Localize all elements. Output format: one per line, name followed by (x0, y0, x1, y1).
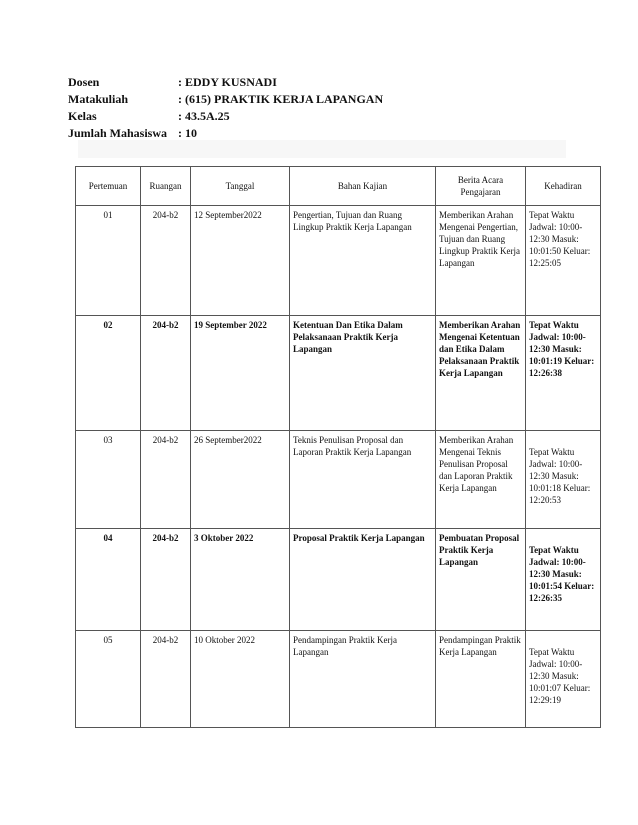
header-row-kelas (68, 108, 383, 125)
cell-bahan-kajian: Pendampingan Praktik Kerja Lapangan (290, 631, 436, 728)
header-label: Dosen (68, 75, 100, 89)
col-header-kehadiran: Kehadiran (526, 167, 601, 206)
cell-pertemuan: 01 (76, 206, 141, 316)
table-row (76, 631, 601, 728)
cell-kehadiran-wrap (526, 431, 601, 529)
cell-ruangan: 204-b2 (141, 631, 191, 728)
cell-berita-acara: Pembuatan Proposal Praktik Kerja Lapangan (436, 529, 526, 631)
col-header-ruangan: Ruangan (141, 167, 191, 206)
col-header-berita-acara: Berita Acara Pengajaran (436, 167, 526, 206)
header-label: Jumlah Mahasiswa (68, 126, 168, 140)
cell-pertemuan: 03 (76, 431, 141, 529)
attendance-table (75, 166, 601, 728)
cell-bahan-kajian: Teknis Penulisan Proposal dan Laporan Praktik Kerja Lapangan (290, 431, 436, 529)
cell-bahan-kajian: Ketentuan Dan Etika Dalam Pelaksanaan Praktik Kerja Lapangan (290, 316, 436, 431)
col-header-tanggal: Tanggal (191, 167, 290, 206)
cell-kehadiran-wrap (526, 631, 601, 728)
header-row-dosen (68, 74, 383, 91)
header-row-matakuliah (68, 91, 383, 108)
cell-kehadiran: Tepat Waktu Jadwal: 10:00-12:30 Masuk: 10:01:19 Keluar: 12:26:38 (526, 316, 601, 431)
cell-ruangan: 204-b2 (141, 316, 191, 431)
table-row (76, 529, 601, 631)
cell-berita-acara: Memberikan Arahan Mengenai Pengertian, Tujuan dan Ruang Lingkup Praktik Kerja Lapangan (436, 206, 526, 316)
shaded-band (78, 140, 566, 158)
cell-pertemuan: 05 (76, 631, 141, 728)
cell-kehadiran: Tepat Waktu Jadwal: 10:00-12:30 Masuk: 10:01:54 Keluar: 12:26:35 (529, 545, 595, 603)
cell-bahan-kajian: Proposal Praktik Kerja Lapangan (290, 529, 436, 631)
cell-berita-acara: Pendampingan Praktik Kerja Lapangan (436, 631, 526, 728)
cell-kehadiran: Tepat Waktu Jadwal: 10:00-12:30 Masuk: 10:01:50 Keluar: 12:25:05 (526, 206, 601, 316)
header-value: : (615) PRAKTIK KERJA LAPANGAN (178, 92, 384, 106)
course-header (68, 74, 383, 142)
header-value: : 43.5A.25 (178, 109, 230, 123)
header-value: : EDDY KUSNADI (178, 75, 277, 89)
table-row (76, 431, 601, 529)
cell-tanggal: 10 Oktober 2022 (191, 631, 290, 728)
cell-ruangan: 204-b2 (141, 529, 191, 631)
cell-berita-acara: Memberikan Arahan Mengenai Teknis Penulisan Proposal dan Laporan Praktik Kerja Lapangan (436, 431, 526, 529)
cell-kehadiran: Tepat Waktu Jadwal: 10:00-12:30 Masuk: 10:01:18 Keluar: 12:20:53 (529, 447, 591, 505)
table-row (76, 316, 601, 431)
cell-tanggal: 3 Oktober 2022 (191, 529, 290, 631)
cell-pertemuan: 02 (76, 316, 141, 431)
header-value: : 10 (178, 126, 197, 140)
cell-tanggal: 26 September2022 (191, 431, 290, 529)
header-label: Matakuliah (68, 92, 129, 106)
cell-ruangan: 204-b2 (141, 206, 191, 316)
cell-kehadiran-wrap (526, 529, 601, 631)
header-label: Kelas (68, 109, 97, 123)
cell-tanggal: 19 September 2022 (191, 316, 290, 431)
cell-bahan-kajian: Pengertian, Tujuan dan Ruang Lingkup Praktik Kerja Lapangan (290, 206, 436, 316)
cell-kehadiran: Tepat Waktu Jadwal: 10:00-12:30 Masuk: 10:01:07 Keluar: 12:29:19 (529, 647, 591, 705)
table-row (76, 206, 601, 316)
col-header-pertemuan: Pertemuan (76, 167, 141, 206)
cell-ruangan: 204-b2 (141, 431, 191, 529)
cell-pertemuan: 04 (76, 529, 141, 631)
col-header-bahan-kajian: Bahan Kajian (290, 167, 436, 206)
cell-tanggal: 12 September2022 (191, 206, 290, 316)
cell-berita-acara: Memberikan Arahan Mengenai Ketentuan dan Etika Dalam Pelaksanaan Praktik Kerja Lapangan (436, 316, 526, 431)
table-header-row (76, 167, 601, 206)
